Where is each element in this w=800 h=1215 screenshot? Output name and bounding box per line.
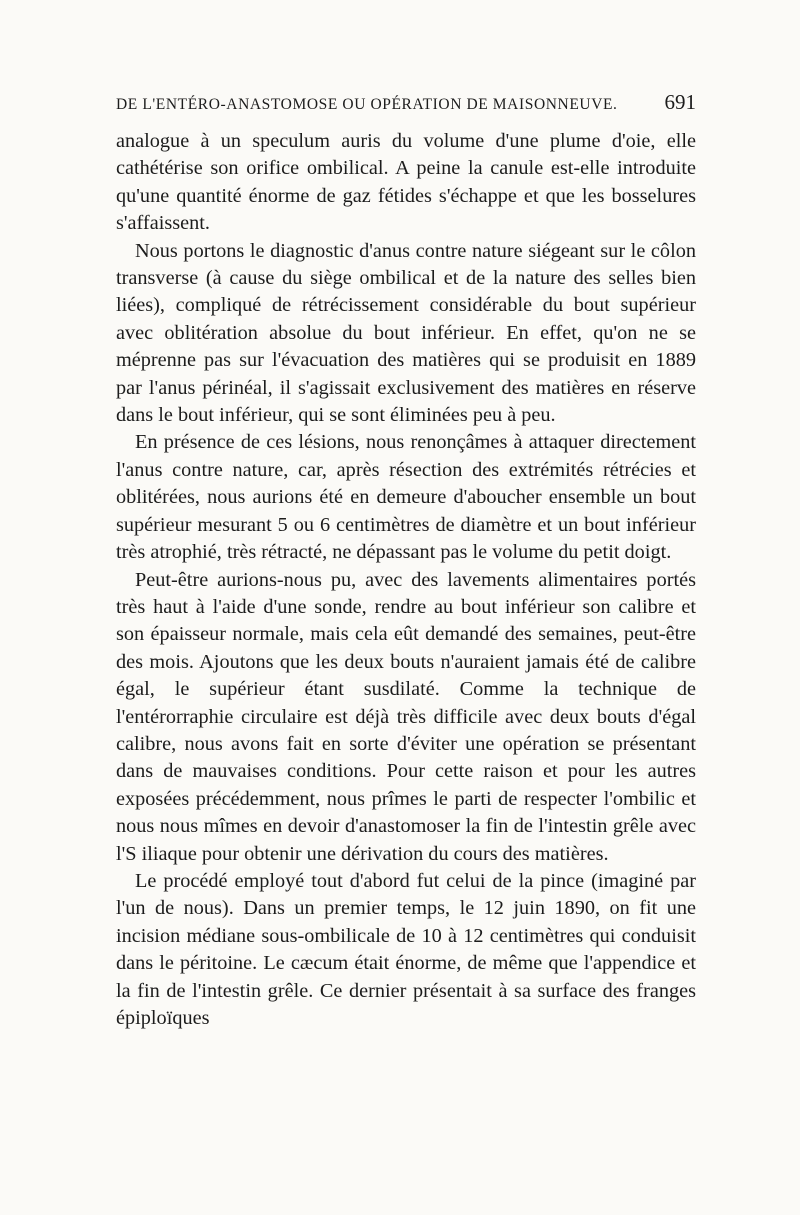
paragraph: Peut-être aurions-nous pu, avec des lavements alimentaires portés très haut à l'aide d'une sonde, rendre au bout inférieur son calibre et son épaisseur normale, mais cela eût demandé des semaines, peut-être des mois. Ajoutons que les deux bouts n'auraient jamais été de calibre égal, le supérieur étant susdilaté. Comme la technique de l'entérorraphie circulaire est déjà très difficile avec deux bouts d'égal calibre, nous avons fait en sorte d'éviter une opération se présentant dans de mauvaises conditions. Pour cette raison et pour les autres exposées précédemment, nous prîmes le parti de respecter l'ombilic et nous nous mîmes en devoir d'anastomoser la fin de l'intestin grêle avec l'S iliaque pour obtenir une dérivation du cours des matières. bbox=[116, 568, 696, 865]
paragraph: analogue à un speculum auris du volume d'une plume d'oie, elle cathétérise son orifice ombilical. A peine la canule est-elle introduite qu'une quantité énorme de gaz fétides s'échappe et que les bosselures s'affaissent. bbox=[116, 130, 696, 235]
running-header bbox=[116, 90, 696, 128]
page-number: 691 bbox=[664, 90, 696, 114]
paragraph: En présence de ces lésions, nous renonçâmes à attaquer directement l'anus contre nature, car, après résection des extrémités rétrécies et oblitérées, nous aurions été en demeure d'aboucher ensemble un bout supérieur mesurant 5 ou 6 centimètres de diamètre et un bout inférieur très atrophié, très rétracté, ne dépassant pas le volume du petit doigt. bbox=[116, 431, 696, 564]
book-page bbox=[116, 90, 696, 1032]
paragraph: Le procédé employé tout d'abord fut celui de la pince (imaginé par l'un de nous). Dans un premier temps, le 12 juin 1890, on fit une incision médiane sous-ombilicale de 10 à 12 centimètres qui conduisit dans le péritoine. Le cæcum était énorme, de même que l'appendice et la fin de l'intestin grêle. Ce dernier présentait à sa surface des franges épiploïques bbox=[116, 869, 696, 1029]
running-title: DE L'ENTÉRO-ANASTOMOSE OU OPÉRATION DE MAISONNEUVE. bbox=[116, 96, 618, 113]
body-text bbox=[116, 128, 696, 1032]
paragraph: Nous portons le diagnostic d'anus contre nature siégeant sur le côlon transverse (à cause du siège ombilical et de la nature des selles bien liées), compliqué de rétrécissement considérable du bout supérieur avec oblitération absolue du bout inférieur. En effet, qu'on ne se méprenne pas sur l'évacuation des matières qui se produisit en 1889 par l'anus périnéal, il s'agissait exclusivement des matières en réserve dans le bout inférieur, qui se sont éliminées peu à peu. bbox=[116, 239, 696, 427]
